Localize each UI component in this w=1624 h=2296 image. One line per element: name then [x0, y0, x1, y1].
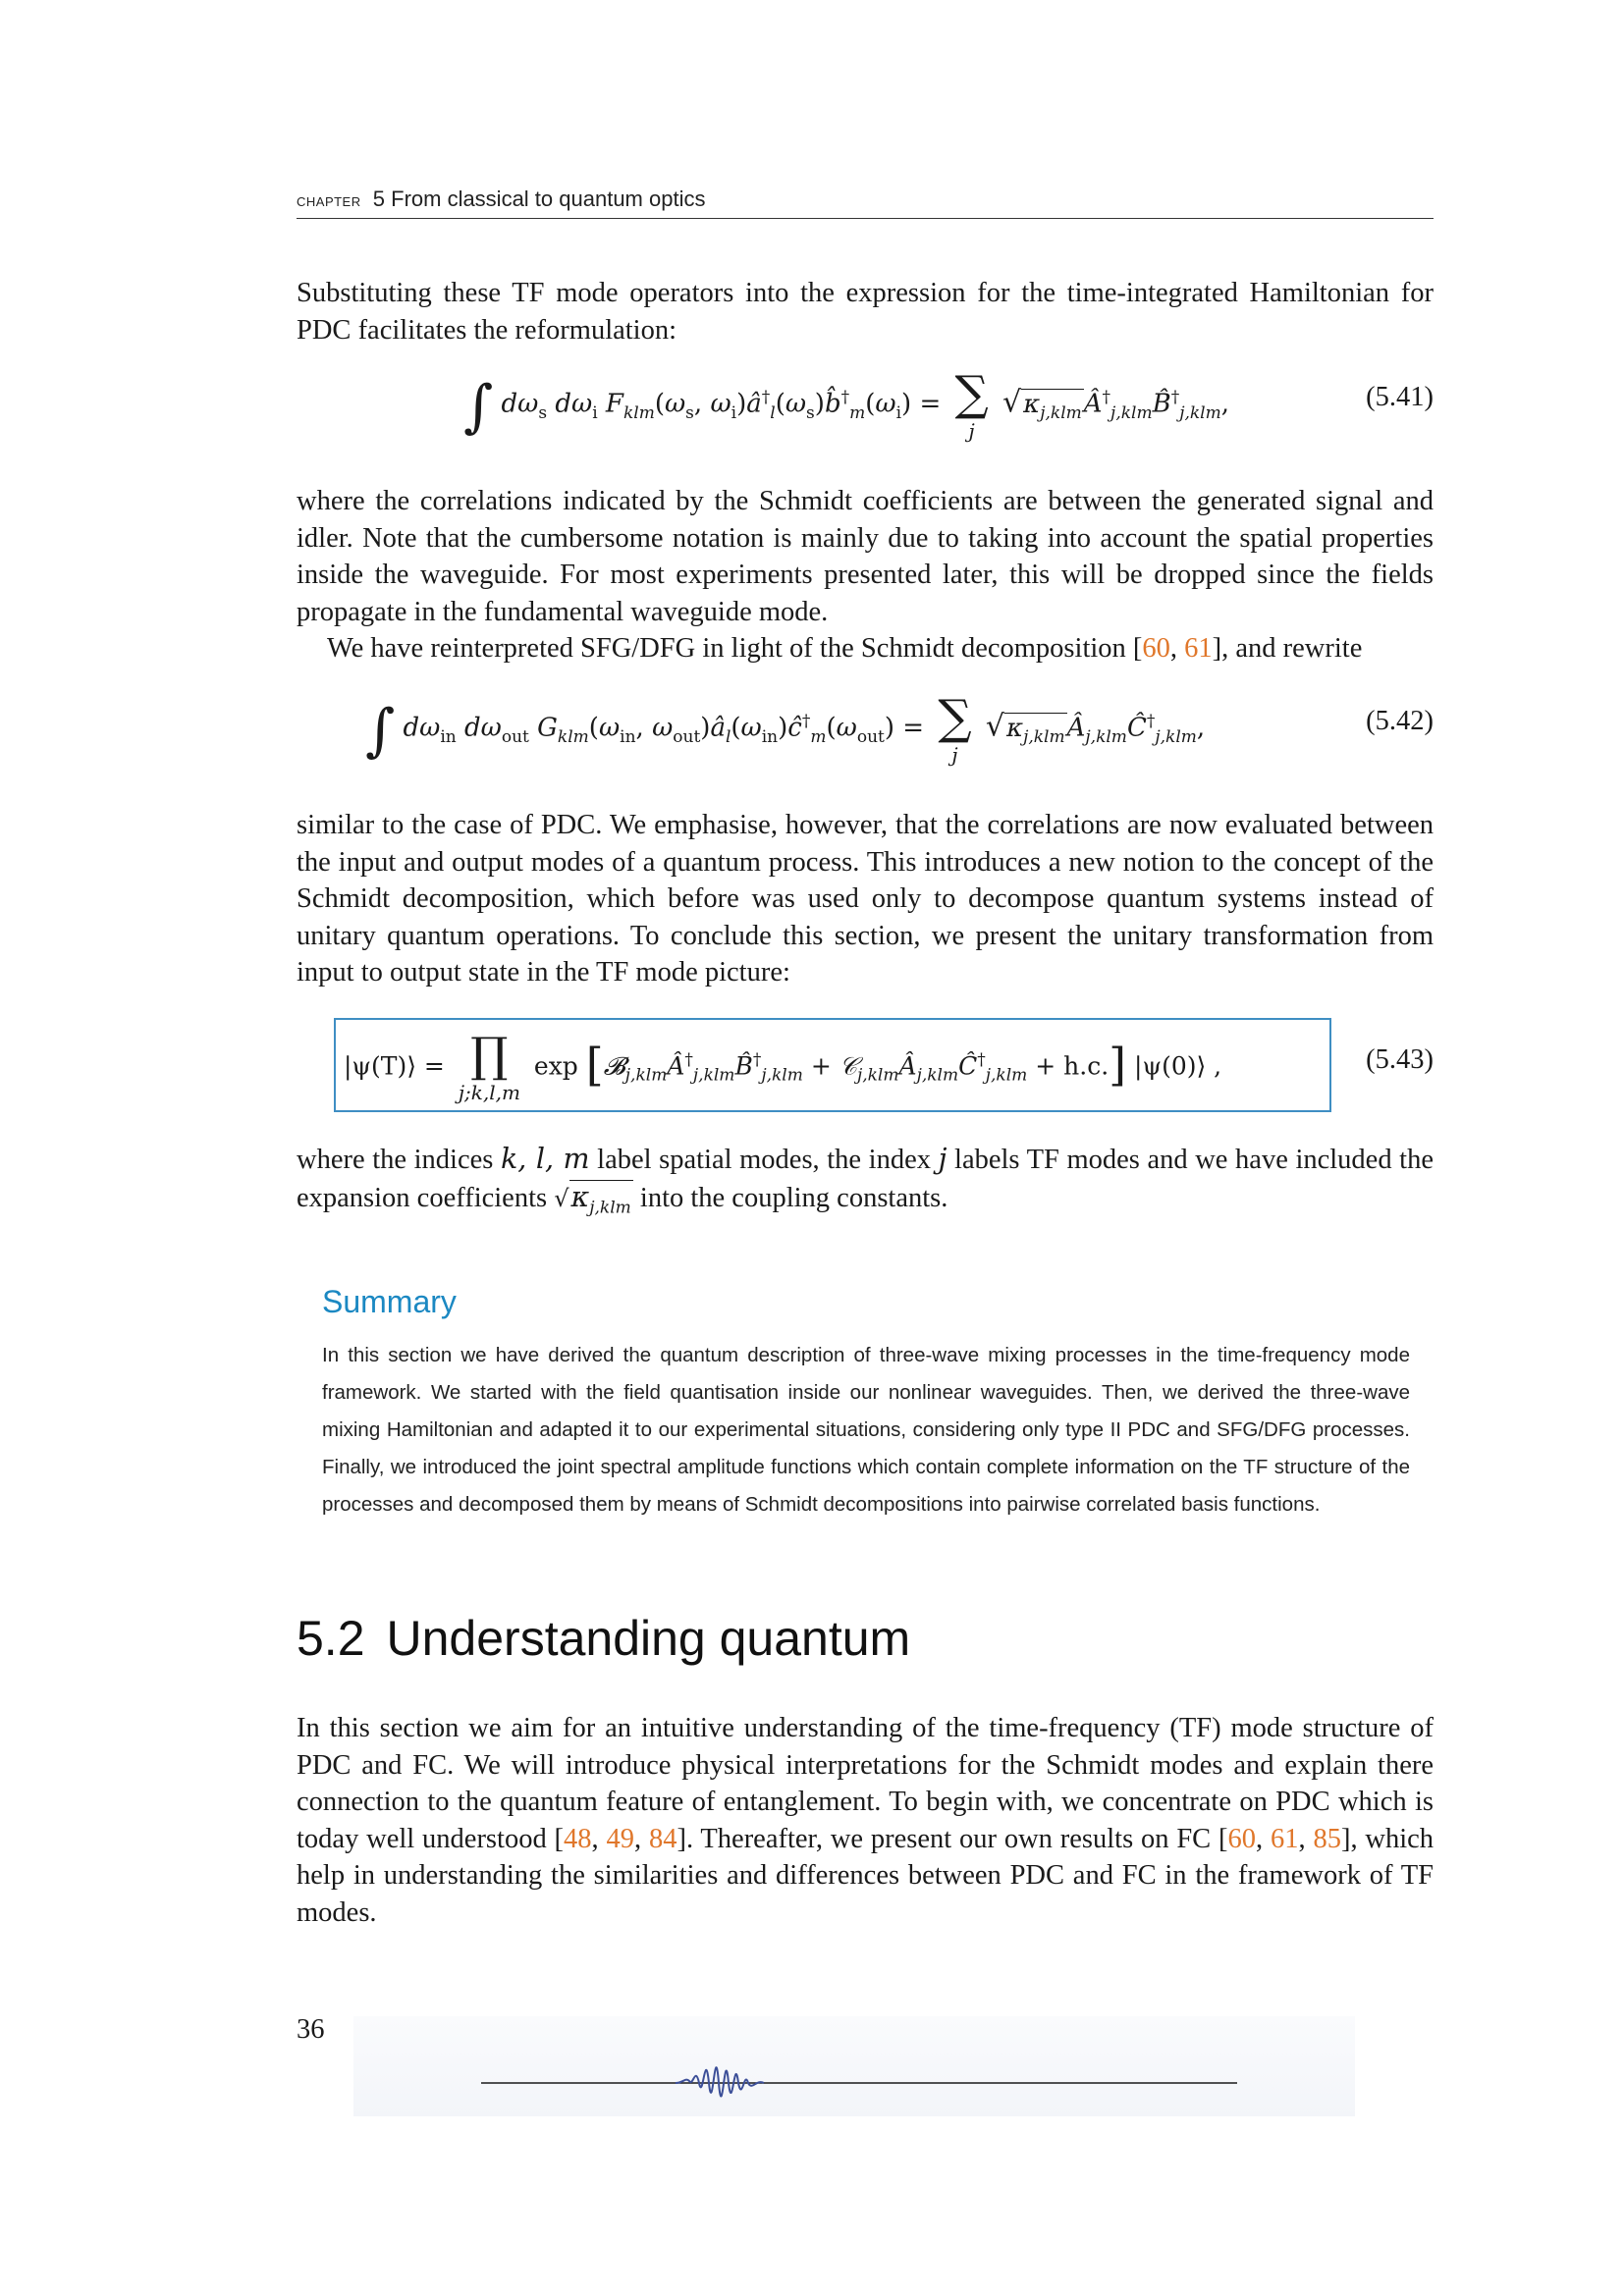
paragraph-2 [297, 483, 1434, 667]
citation-link[interactable]: 84 [648, 1823, 677, 1854]
paragraph-text: where the correlations indicated by the Schmidt coefficients are between the generated signal and idler. Note that the cumbersome notation is mainly due to taking into account the spatial properties inside the waveguide. For most experiments presented later, this will be dropped since the fields propagate in the fundamental waveguide mode. [297, 486, 1434, 627]
paragraph-text: where the indices k, l, m label spatial modes, the index j labels TF modes and we have included the expansion coefficients $√\kappa_{j,klm}$ into the coupling constants. [297, 1143, 1435, 1218]
section-heading [297, 1610, 910, 1667]
sum-operator: ∑ j [954, 365, 989, 443]
summary-text: In this section we have derived the quantum description of three-wave mixing processes in the time-frequency mode framework. We started with the field quantisation inside our nonlinear waveguides. Then, we derived the three-wave mixing Hamiltonian and adapted it to our experimental situations, considering only type II PDC and SFG/DFG processes. Finally, we introduced the joint spectral amplitude functions which contain complete information on the TF structure of the processes and decomposed them by means of Schmidt decompositions into pairwise correlated basis functions. [322, 1344, 1410, 1516]
equation-number: (5.43) [1366, 1044, 1434, 1075]
wave-packet-ornament-icon [481, 2022, 1237, 2110]
sum-operator: ∑ j [938, 689, 972, 767]
paragraph-text: similar to the case of PDC. We emphasise, however, that the correlations are now evaluated between the input and output modes of a quantum process. This introduces a new notion to the concept of the Schmidt decomposition, which before was used only to decompose quantum systems instead of unitary quantum operations. To conclude this section, we present the unitary transformation from input to output state in the TF mode picture: [297, 810, 1434, 988]
paragraph-5 [297, 1141, 1434, 1227]
equation-body: ∫ $d\omega_s$ $d\omega_i$ $F_{klm}(\omega_s$, $\omega_i)â^\dagger_l(\omega_s)b̂^\dagger_m(\omega_i)$ = ∑ j $√\kappa_{j,klm}Â^\dagger_{j,klm}B̂^\dagger_{j,klm}$, [463, 365, 1230, 443]
citation-link[interactable]: 60 [1142, 633, 1170, 664]
equation-5-43 [297, 1028, 1434, 1119]
chapter-label: chapter [297, 190, 361, 211]
chapter-title: From classical to quantum optics [391, 187, 706, 211]
chapter-number: 5 [372, 187, 385, 211]
equation-number: (5.42) [1366, 706, 1434, 736]
paragraph-4 [297, 807, 1434, 991]
paragraph-6 [297, 1710, 1434, 1931]
section-title: Understanding quantum [386, 1611, 911, 1666]
equation-5-42 [297, 689, 1434, 780]
page-number: 36 [297, 2014, 325, 2045]
running-header [297, 187, 1434, 219]
citation-link[interactable]: 61 [1270, 1823, 1299, 1854]
paragraph-3: We have reinterpreted SFG/DFG in light of the Schmidt decomposition [60, 61], and rewrite [327, 633, 1363, 664]
equation-number: (5.41) [1366, 382, 1434, 412]
section-number: 5.2 [297, 1611, 365, 1666]
product-operator: ∏ j;k,l,m [458, 1028, 520, 1105]
citation-link[interactable]: 60 [1227, 1823, 1257, 1854]
paragraph-1 [297, 275, 1434, 348]
citation-link[interactable]: 61 [1184, 633, 1213, 664]
citation-link[interactable]: 48 [564, 1823, 592, 1854]
citation-link[interactable]: 49 [606, 1823, 634, 1854]
equation-body: |ψ(T)⟩ = ∏ j;k,l,m $\exp [𝓑_{j,klm}Â^\dagger_{j,klm}B̂^\dagger_{j,klm}$ + $𝒞_{j,klm}Â_{j,klm}Ĉ^\dagger_{j,klm} + h.c$.] |ψ(0)⟩ , [344, 1028, 1222, 1105]
summary-title: Summary [322, 1284, 457, 1319]
citation-link[interactable]: 85 [1313, 1823, 1341, 1854]
wave-packet-path [676, 2067, 764, 2096]
equation-body: ∫ $d\omega_{in}$ $d\omega_{out}$ $G_{klm}(\omega_{in}$, $\omega_{out})â_l(\omega_{in})ĉ^\dagger_m(\omega_{out})$ = ∑ j $√\kappa_{j,klm}Â_{j,klm}Ĉ^\dagger_{j,klm}$, [365, 689, 1206, 767]
paragraph-text: Substituting these TF mode operators into the expression for the time-integrated Hamiltonian for PDC facilitates the reformulation: [297, 278, 1434, 346]
paragraph-text: In this section we aim for an intuitive understanding of the time-frequency (TF) mode structure of PDC and FC. We will introduce physical interpretations for the Schmidt modes and explain there connection to the quantum feature of entanglement. To begin with, we concentrate on PDC which is today well understood [48, 49, 84]. Thereafter, we present our own results on FC [60, 61, 85], which help in understanding the similarities and differences between PDC and FC in the framework of TF modes. [297, 1713, 1435, 1928]
equation-5-41 [297, 365, 1434, 456]
